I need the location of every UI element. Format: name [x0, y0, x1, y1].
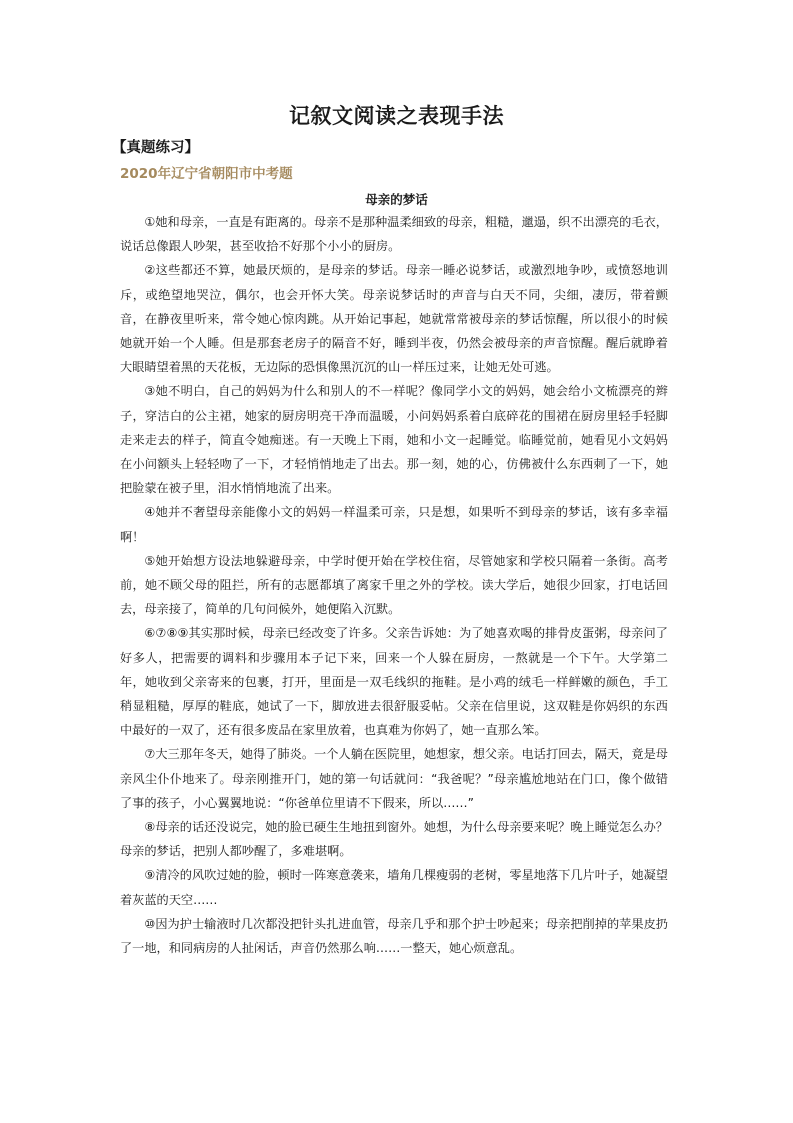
paragraph-7: ⑦大三那年冬天，她得了肺炎。一个人躺在医院里，她想家，想父亲。电话打回去，隔天，竟是母亲风尘仆仆地来了。母亲刚推开门，她的第一句话就问：“我爸呢？”母亲尴尬地站在门口，像个做错了事的孩子，小心翼翼地说：“你爸单位里请不下假来，所以……” [120, 747, 668, 810]
section-label: 【真题练习】 [112, 140, 199, 156]
paragraph-4: ④她并不奢望母亲能像小文的妈妈一样温柔可亲，只是想，如果听不到母亲的梦话，该有多幸福啊！ [120, 505, 668, 544]
paragraph-2: ②这些都还不算，她最厌烦的，是母亲的梦话。母亲一睡必说梦话，或激烈地争吵，或愤怒地训斥，或绝望地哭泣，偶尔，也会开怀大笑。母亲说梦话时的声音与白天不同，尖细，凄厉，带着颤音，在静夜里听来，常令她心惊肉跳。从开始记事起，她就常常被母亲的梦话惊醒，所以很小的时候她就开始一个人睡。但是那套老房子的隔音不好，睡到半夜，仍然会被母亲的声音惊醒。醒后就睁着大眼睛望着黑的天花板，无边际的恐惧像黑沉沉的山一样压过来，让她无处可逃。 [120, 263, 668, 375]
paragraph-1: ①她和母亲，一直是有距离的。母亲不是那种温柔细致的母亲，粗糙，邋遢，织不出漂亮的毛衣，说话总像跟人吵架，甚至收拾不好那个小小的厨房。 [120, 215, 668, 254]
paragraph-8: ⑧母亲的话还没说完，她的脸已硬生生地扭到窗外。她想，为什么母亲要来呢？晚上睡觉怎么办？母亲的梦话，把别人都吵醒了，多难堪啊。 [120, 820, 668, 859]
paragraph-10: ⑩因为护士输液时几次都没把针头扎进血管，母亲几乎和那个护士吵起来；母亲把削掉的苹果皮扔了一地，和同病房的人扯闲话，声音仍然那么响……一整天，她心烦意乱。 [120, 916, 668, 956]
exam-source: 2020年辽宁省朝阳市中考题 [120, 166, 293, 182]
paragraph-5: ⑤她开始想方设法地躲避母亲，中学时便开始在学校住宿，尽管她家和学校只隔着一条街。高考前，她不顾父母的阻拦，所有的志愿都填了离家千里之外的学校。读大学后，她很少回家，打电话回去，母亲接了，简单的几句问候外，她便陷入沉默。 [120, 553, 668, 617]
article-title: 母亲的梦话 [365, 192, 428, 207]
paragraph-6: ⑥⑦⑧⑨其实那时候，母亲已经改变了许多。父亲告诉她：为了她喜欢喝的排骨皮蛋粥，母亲问了好多人，把需要的调料和步骤用本子记下来，回来一个人躲在厨房，一熬就是一个下午。大学第二年，她收到父亲寄来的包裹，打开，里面是一双毛线织的拖鞋。是小鸡的绒毛一样鲜嫩的颜色，手工稍显粗糙，厚厚的鞋底，她试了一下，脚放进去很舒服妥帖。父亲在信里说，这双鞋是你妈织的东西中最好的一双了，还有很多废品在家里放着，也真难为你妈了，她一直那么笨。 [120, 626, 668, 738]
paragraph-9: ⑨清冷的风吹过她的脸，顿时一阵寒意袭来，墙角几棵瘦弱的老树，零星地落下几片叶子，她凝望着灰蓝的天空…… [120, 868, 668, 907]
paragraph-3: ③她不明白，自己的妈妈为什么和别人的不一样呢？像同学小文的妈妈，她会给小文梳漂亮的辫子，穿洁白的公主裙，她家的厨房明亮干净而温暖，小问妈妈系着白底碎花的围裙在厨房里轻手轻脚走来走去的样子，简直令她痴迷。有一天晚上下雨，她和小文一起睡觉。临睡觉前，她看见小文妈妈在小问额头上轻轻吻了一下，才轻悄悄地走了出去。那一刻，她的心，仿佛被什么东西刺了一下，她把脸蒙在被子里，泪水悄悄地流了出来。 [120, 384, 668, 496]
page-title: 记叙文阅读之表现手法 [289, 104, 504, 128]
article-body [120, 210, 668, 960]
